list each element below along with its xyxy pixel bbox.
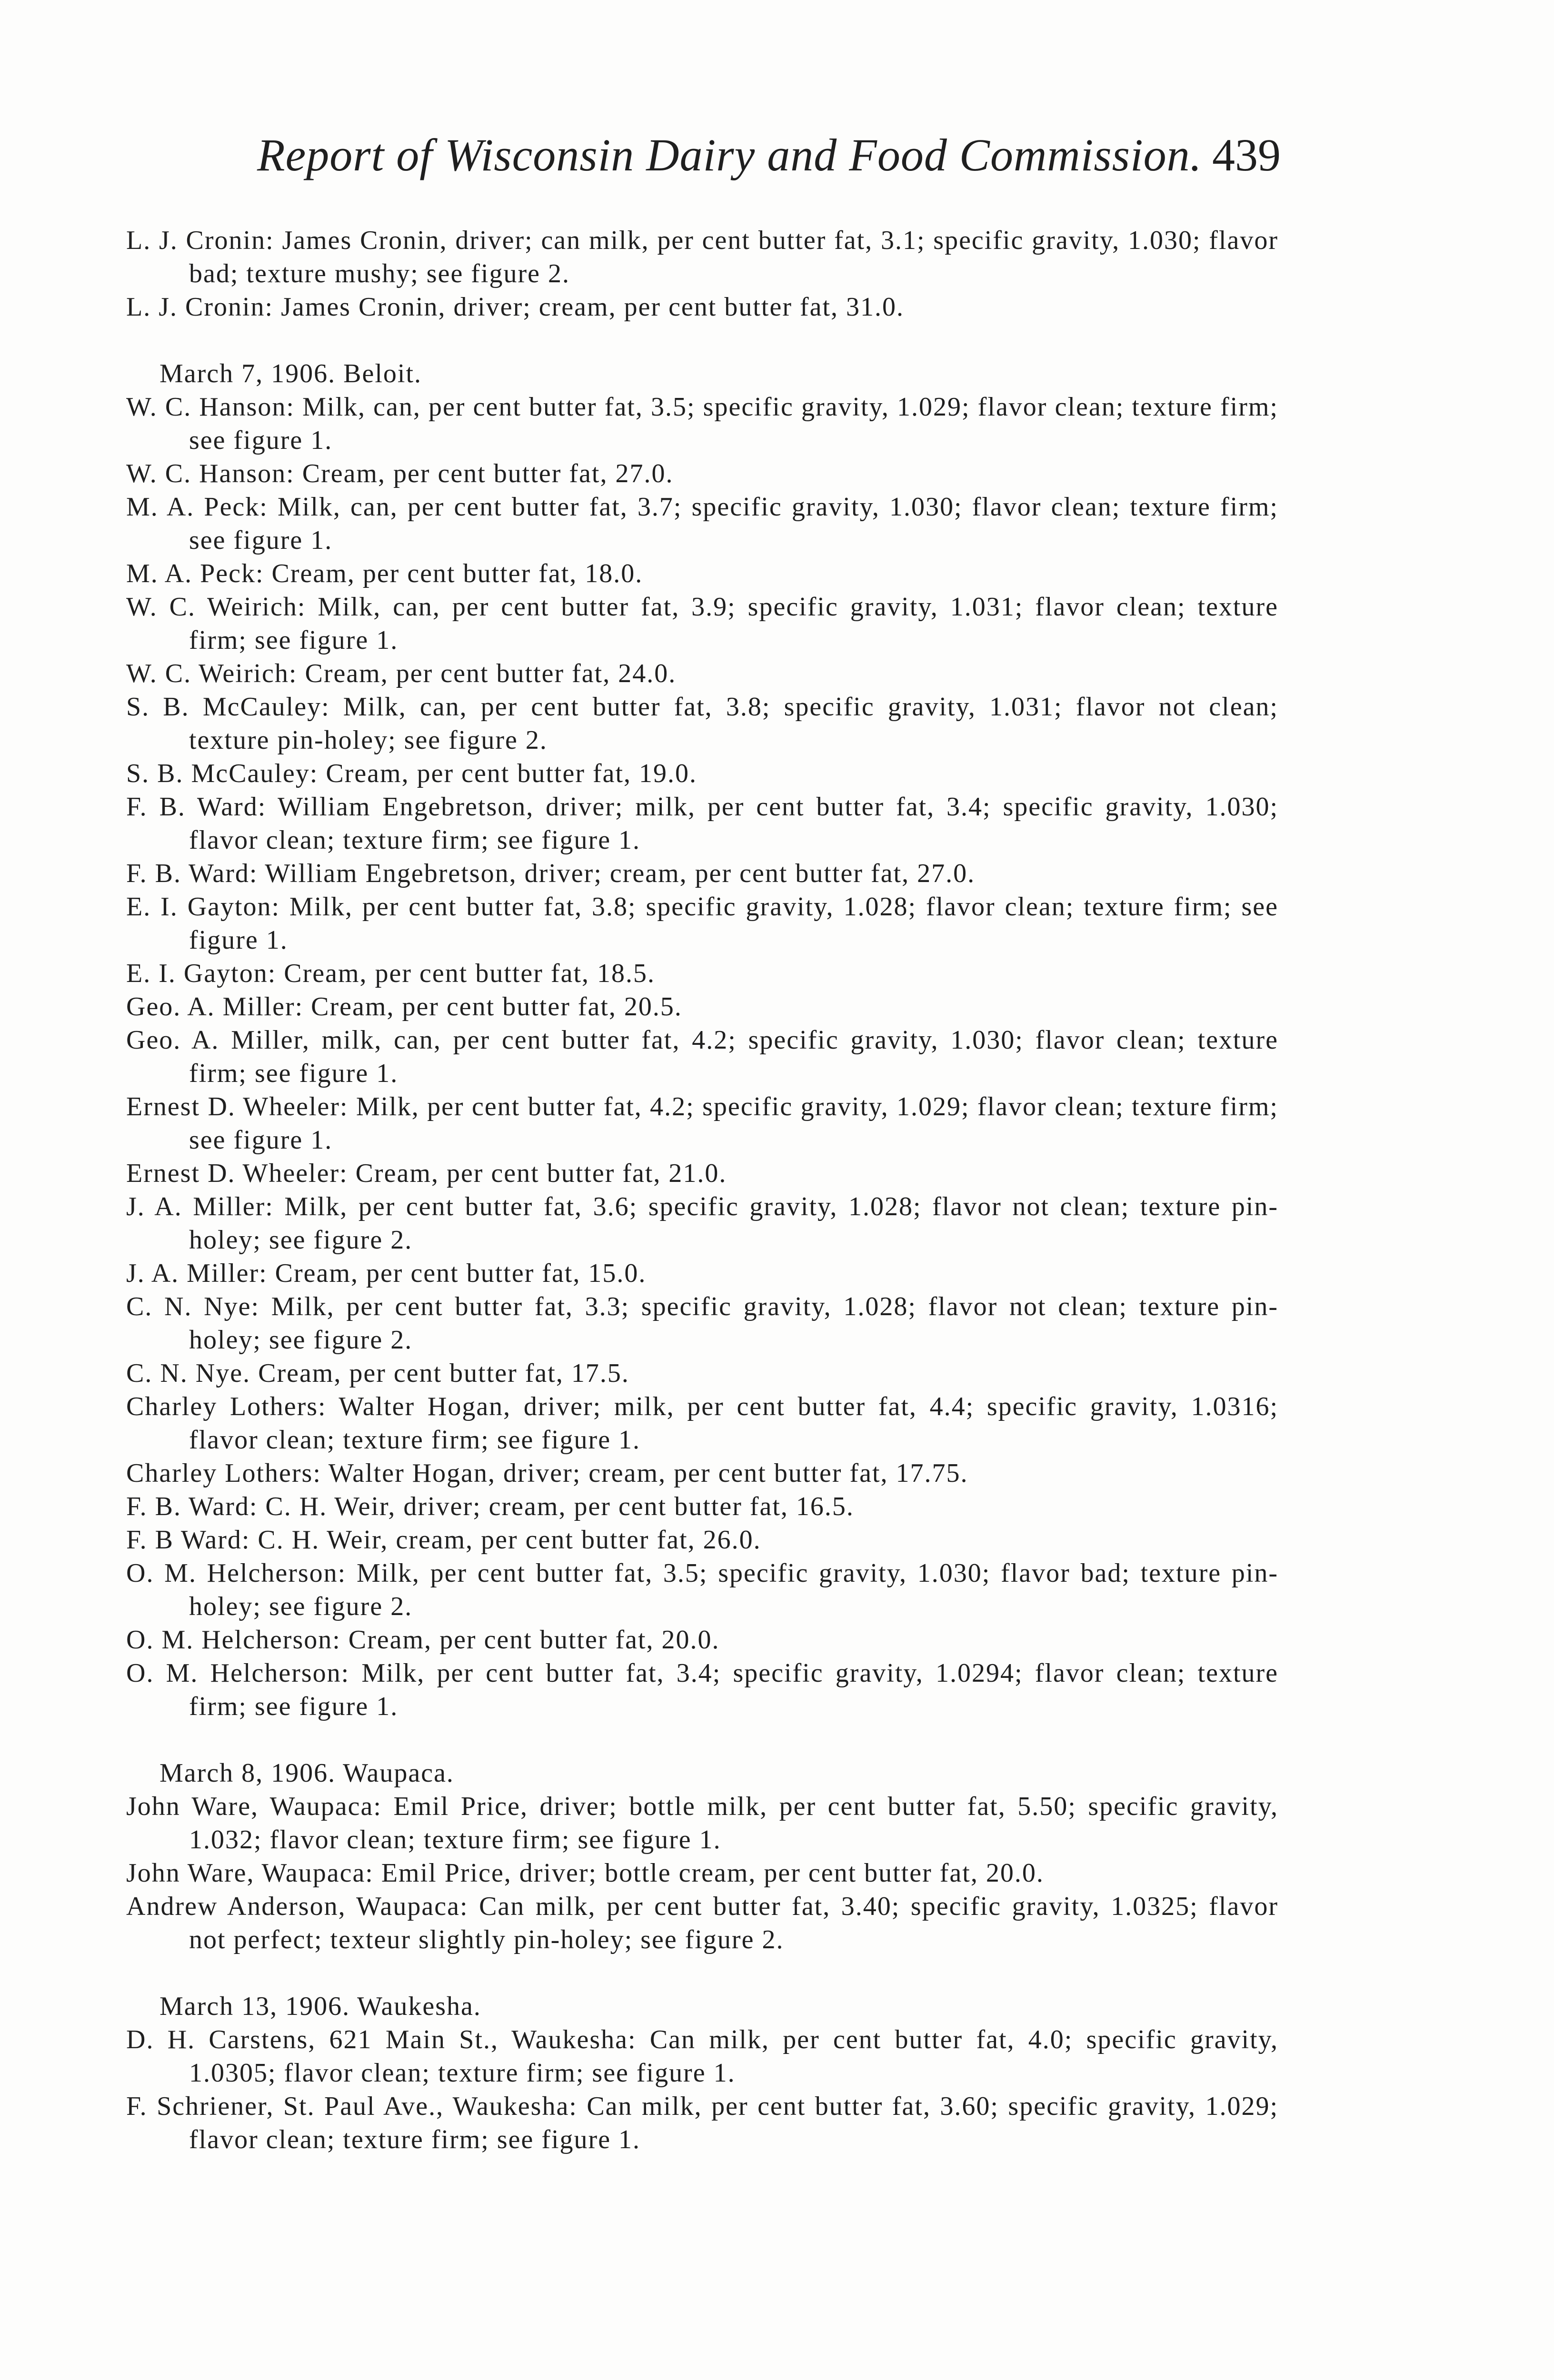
inspection-entry: J. A. Miller: Cream, per cent butter fat, 15.0.	[126, 1259, 647, 1288]
inspection-entry: F. B. Ward: William Engebretson, driver; cream, per cent butter fat, 27.0.	[126, 859, 976, 888]
inspection-entry: C. N. Nye: Milk, per cent butter fat, 3.3; specific gravity, 1.028; flavor not clean; texture pin-holey; see figure 2.	[126, 1292, 1278, 1355]
inspection-entry: Charley Lothers: Walter Hogan, driver; cream, per cent butter fat, 17.75.	[126, 1458, 968, 1488]
inspection-entry: Ernest D. Wheeler: Cream, per cent butter fat, 21.0.	[126, 1159, 727, 1188]
inspection-entry: D. H. Carstens, 621 Main St., Waukesha: Can milk, per cent butter fat, 4.0; specific gravity, 1.0305; flavor clean; texture firm; see figure 1.	[126, 2025, 1278, 2088]
inspection-entry: Andrew Anderson, Waupaca: Can milk, per cent butter fat, 3.40; specific gravity, 1.0325; flavor not perfect; texteur slightly pin-holey; see figure 2.	[126, 1892, 1278, 1954]
inspection-entry: O. M. Helcherson: Milk, per cent butter fat, 3.4; specific gravity, 1.0294; flavor clean; texture firm; see figure 1.	[126, 1658, 1278, 1721]
inspection-entry: E. I. Gayton: Cream, per cent butter fat, 18.5.	[126, 959, 655, 988]
inspection-entry: L. J. Cronin: James Cronin, driver; cream, per cent butter fat, 31.0.	[126, 292, 905, 322]
inspection-entry: W. C. Weirich: Cream, per cent butter fat, 24.0.	[126, 659, 677, 688]
inspection-entry: J. A. Miller: Milk, per cent butter fat, 3.6; specific gravity, 1.028; flavor not clean; texture pin-holey; see figure 2.	[126, 1192, 1278, 1255]
inspection-entry: Ernest D. Wheeler: Milk, per cent butter fat, 4.2; specific gravity, 1.029; flavor clean; texture firm; see figure 1.	[126, 1092, 1278, 1155]
inspection-entry: W. C. Hanson: Cream, per cent butter fat, 27.0.	[126, 459, 674, 488]
running-header	[257, 129, 1281, 205]
inspection-entry: W. C. Weirich: Milk, can, per cent butter fat, 3.9; specific gravity, 1.031; flavor clean; texture firm; see figure 1.	[126, 592, 1278, 655]
section-date-heading: March 8, 1906. Waupaca.	[159, 1758, 454, 1788]
page-number: 439	[1212, 129, 1281, 180]
running-title: Report of Wisconsin Dairy and Food Commission.	[257, 129, 1202, 180]
inspection-entry: C. N. Nye. Cream, per cent butter fat, 17.5.	[126, 1359, 629, 1388]
inspection-entry: M. A. Peck: Milk, can, per cent butter fat, 3.7; specific gravity, 1.030; flavor clean; texture firm; see figure 1.	[126, 492, 1278, 555]
inspection-entry: S. B. McCauley: Milk, can, per cent butter fat, 3.8; specific gravity, 1.031; flavor not clean; texture pin-holey; see figure 2.	[126, 692, 1278, 755]
inspection-entry: F. B. Ward: C. H. Weir, driver; cream, per cent butter fat, 16.5.	[126, 1492, 854, 1521]
inspection-entry: O. M. Helcherson: Milk, per cent butter fat, 3.5; specific gravity, 1.030; flavor bad; texture pin-holey; see figure 2.	[126, 1558, 1278, 1621]
inspection-entry: F. B. Ward: William Engebretson, driver; milk, per cent butter fat, 3.4; specific gravity, 1.030; flavor clean; texture firm; see figure 1.	[126, 792, 1278, 855]
inspection-entry: M. A. Peck: Cream, per cent butter fat, 18.0.	[126, 559, 643, 588]
inspection-entry: W. C. Hanson: Milk, can, per cent butter fat, 3.5; specific gravity, 1.029; flavor clean; texture firm; see figure 1.	[126, 392, 1278, 455]
inspection-entry: Geo. A. Miller, milk, can, per cent butter fat, 4.2; specific gravity, 1.030; flavor clean; texture firm; see figure 1.	[126, 1025, 1278, 1088]
inspection-entry: E. I. Gayton: Milk, per cent butter fat, 3.8; specific gravity, 1.028; flavor clean; texture firm; see figure 1.	[126, 892, 1278, 955]
inspection-entry: O. M. Helcherson: Cream, per cent butter fat, 20.0.	[126, 1625, 720, 1655]
section-date-heading: March 13, 1906. Waukesha.	[159, 1992, 481, 2021]
section-date-heading: March 7, 1906. Beloit.	[159, 359, 422, 388]
inspection-entry: S. B. McCauley: Cream, per cent butter fat, 19.0.	[126, 759, 697, 788]
inspection-entry: F. Schriener, St. Paul Ave., Waukesha: Can milk, per cent butter fat, 3.60; specific gravity, 1.029; flavor clean; texture firm; see figure 1.	[126, 2092, 1278, 2154]
inspection-entry: L. J. Cronin: James Cronin, driver; can milk, per cent butter fat, 3.1; specific gravity, 1.030; flavor bad; texture mushy; see figure 2.	[126, 226, 1278, 288]
inspection-entry: John Ware, Waupaca: Emil Price, driver; bottle cream, per cent butter fat, 20.0.	[126, 1858, 1044, 1888]
report-body	[126, 224, 1278, 2156]
inspection-entry: John Ware, Waupaca: Emil Price, driver; bottle milk, per cent butter fat, 5.50; specific gravity, 1.032; flavor clean; texture firm; see figure 1.	[126, 1792, 1278, 1854]
inspection-entry: Geo. A. Miller: Cream, per cent butter fat, 20.5.	[126, 992, 682, 1021]
inspection-entry: Charley Lothers: Walter Hogan, driver; milk, per cent butter fat, 4.4; specific gravity, 1.0316; flavor clean; texture firm; see figure 1.	[126, 1392, 1278, 1455]
inspection-entry: F. B Ward: C. H. Weir, cream, per cent butter fat, 26.0.	[126, 1525, 761, 1555]
